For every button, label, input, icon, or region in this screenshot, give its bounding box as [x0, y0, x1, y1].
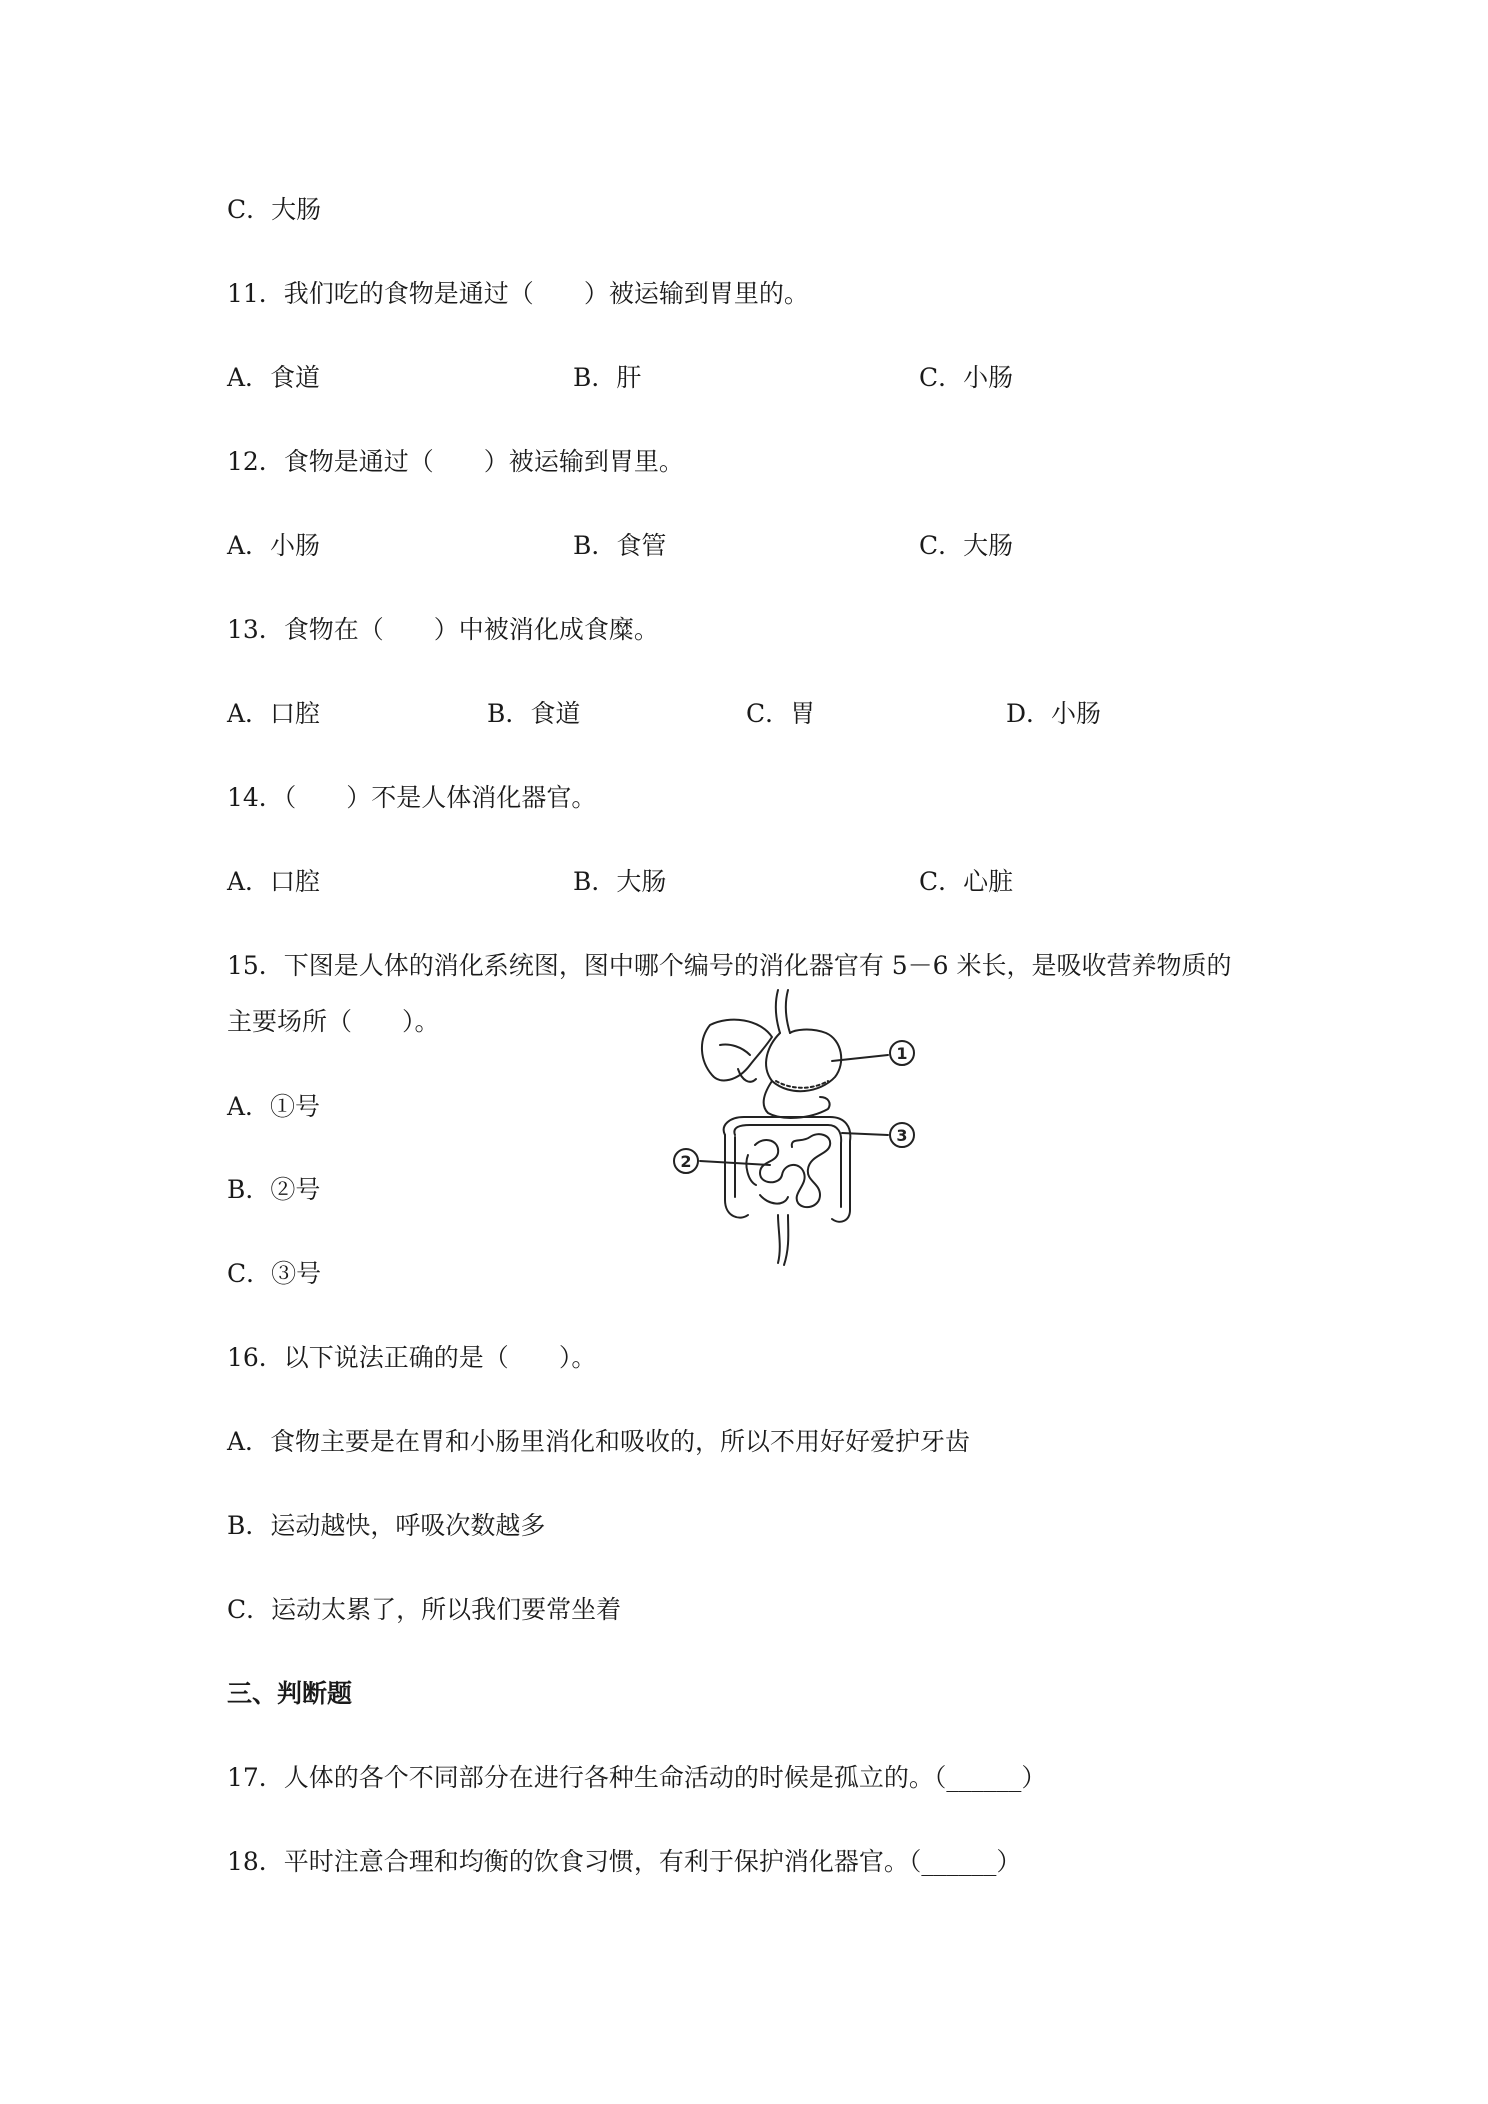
q16-option-b: B．运动越快，呼吸次数越多: [227, 1511, 546, 1540]
q15-option-a: A．①号: [227, 1092, 321, 1121]
figure-label-1: 1: [896, 1044, 908, 1063]
question-15-line-1: 15．下图是人体的消化系统图，图中哪个编号的消化器官有 5－6 米长，是吸收营养物质的: [227, 951, 1232, 980]
q10-option-c: C．大肠: [227, 195, 322, 224]
question-13: 13．食物在（ ）中被消化成食糜。: [227, 615, 659, 644]
question-14: 14．（ ）不是人体消化器官。: [227, 783, 597, 812]
question-12: 12．食物是通过（ ）被运输到胃里。: [227, 447, 684, 476]
q12-option-c: C．大肠: [919, 531, 1014, 560]
q16-option-c: C．运动太累了，所以我们要常坐着: [227, 1595, 622, 1624]
q12-option-b: B．食管: [573, 531, 667, 560]
q11-option-c: C．小肠: [919, 363, 1014, 392]
digestive-system-diagram: [660, 985, 920, 1270]
q13-option-b: B．食道: [487, 699, 581, 728]
section-heading-true-false: 三、判断题: [227, 1679, 353, 1708]
q11-option-b: B．肝: [573, 363, 642, 392]
question-11: 11．我们吃的食物是通过（ ）被运输到胃里的。: [227, 279, 809, 308]
q16-option-a: A．食物主要是在胃和小肠里消化和吸收的，所以不用好好爱护牙齿: [227, 1427, 971, 1456]
q14-option-b: B．大肠: [573, 867, 667, 896]
q13-option-a: A．口腔: [227, 699, 321, 728]
q12-option-a: A．小肠: [227, 531, 321, 560]
figure-label-2: 2: [680, 1152, 692, 1171]
q14-option-c: C．心脏: [919, 867, 1014, 896]
q11-option-a: A．食道: [227, 363, 321, 392]
question-16: 16．以下说法正确的是（ ）。: [227, 1343, 597, 1372]
q14-option-a: A．口腔: [227, 867, 321, 896]
q15-option-c: C．③号: [227, 1259, 322, 1288]
question-15-line-2: 主要场所（ ）。: [227, 1007, 440, 1036]
q13-option-c: C．胃: [746, 699, 816, 728]
question-17: 17．人体的各个不同部分在进行各种生命活动的时候是孤立的。（______）: [227, 1763, 1047, 1792]
question-18: 18．平时注意合理和均衡的饮食习惯，有利于保护消化器官。（______）: [227, 1847, 1022, 1876]
q15-option-b: B．②号: [227, 1175, 321, 1204]
figure-label-3: 3: [896, 1126, 908, 1145]
q13-option-d: D．小肠: [1006, 699, 1102, 728]
